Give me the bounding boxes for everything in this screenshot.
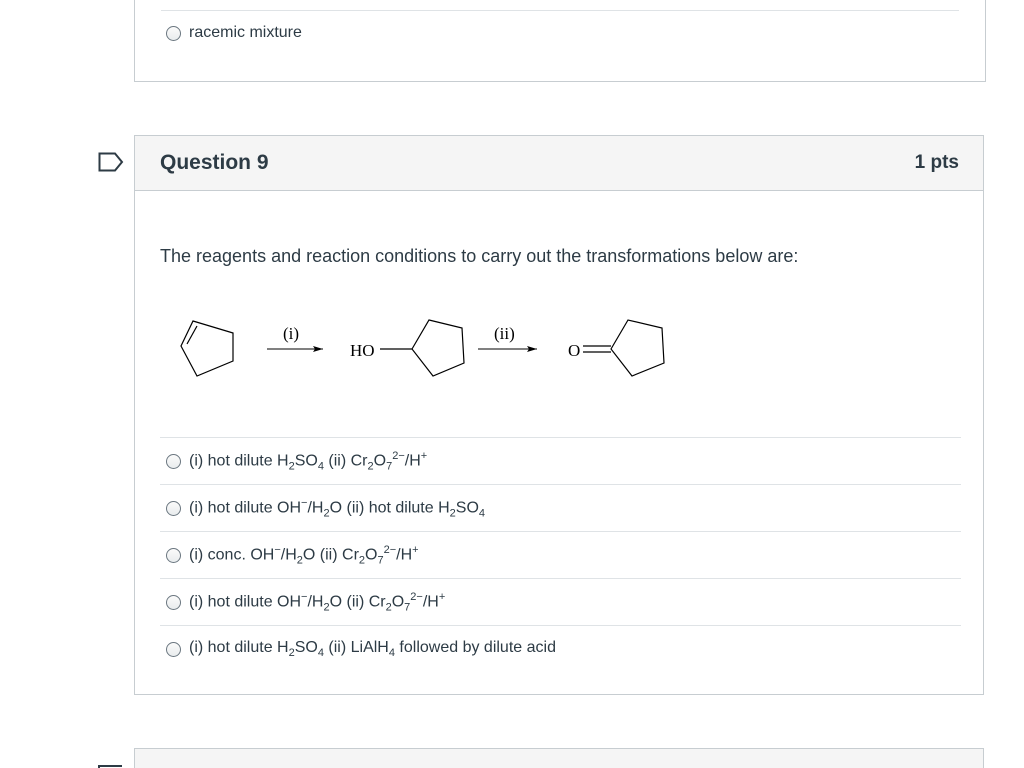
radio-button-icon[interactable] <box>166 501 181 516</box>
answer-label: (i) hot dilute $H_2SO_4$ (ii) LiAlH$_4$ followed by dilute acid <box>189 638 556 660</box>
answer-option[interactable] <box>160 531 961 578</box>
answer-option[interactable] <box>160 437 961 484</box>
question-header <box>135 136 983 191</box>
step-1-label: (i) <box>283 324 300 343</box>
oxygen-label: O <box>568 341 581 360</box>
answer-option[interactable] <box>160 625 961 672</box>
radio-button-icon[interactable] <box>166 642 181 657</box>
radio-button-icon[interactable] <box>166 548 181 563</box>
answer-option[interactable] <box>160 578 961 625</box>
cyclopentanol-structure <box>380 320 464 376</box>
reaction-scheme <box>165 306 685 386</box>
radio-button-icon[interactable] <box>166 454 181 469</box>
answer-label: (i) hot dilute $OH^-/H_2O$ (ii) $Cr_2O_7^{2-}/H^+$ <box>189 590 446 614</box>
cyclopentene-structure <box>181 321 233 376</box>
cyclopentanone-structure <box>583 320 664 376</box>
answer-option[interactable] <box>160 484 961 531</box>
question-prompt: The reagents and reaction conditions to carry out the transformations below are: <box>160 246 799 266</box>
radio-button-icon[interactable] <box>166 26 181 41</box>
radio-button-icon[interactable] <box>166 595 181 610</box>
next-question-header <box>134 748 984 768</box>
answer-label: (i) hot dilute $OH^-/H_2O$ (ii) hot dilute $H_2SO_4$ <box>189 496 486 520</box>
answer-list <box>160 437 961 672</box>
step-2-label: (ii) <box>494 324 515 343</box>
answer-option-racemic-mixture[interactable] <box>160 12 960 54</box>
question-9 <box>134 135 984 695</box>
answer-label: racemic mixture <box>189 24 302 41</box>
question-points: 1 pts <box>914 152 959 173</box>
question-title: Question 9 <box>160 151 269 174</box>
flag-question-icon[interactable] <box>98 152 124 172</box>
hydroxyl-group-label: HO <box>350 341 375 360</box>
answer-label: (i) conc. $OH^-/H_2O$ (ii) $Cr_2O_7^{2-}/H^+$ <box>189 543 419 567</box>
answer-divider <box>161 10 959 11</box>
answer-label: (i) hot dilute $H_2SO_4$ (ii) $Cr_2O_7^{2-}/H^+$ <box>189 449 428 473</box>
